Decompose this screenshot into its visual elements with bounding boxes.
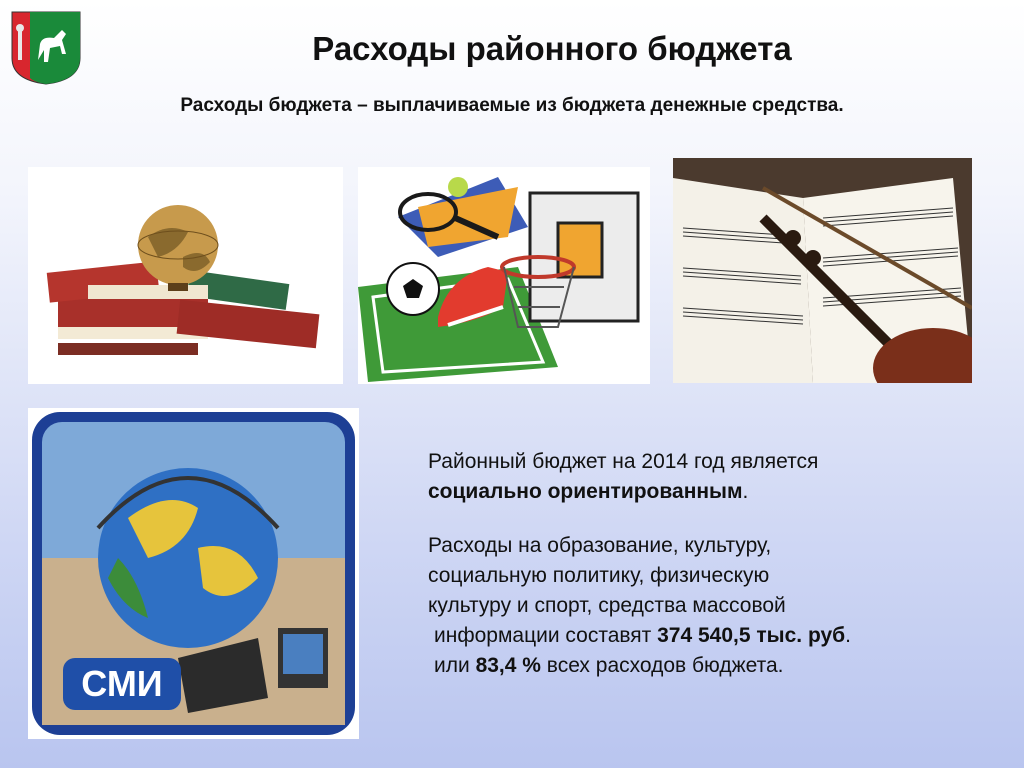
paragraph1-line1: Районный бюджет на 2014 год является: [428, 450, 819, 473]
paragraph2-line4-post: .: [845, 624, 851, 647]
paragraph-social: [428, 447, 988, 507]
paragraph2-line1: Расходы на образование, культуру,: [428, 534, 772, 557]
paragraph2-line5-pre: или: [434, 654, 476, 677]
media-badge-label: СМИ: [81, 663, 163, 704]
expense-amount: 374 540,5 тыс. руб: [657, 624, 846, 647]
violin-sheet-music-image: [673, 158, 972, 383]
paragraph2-line5: [428, 654, 784, 677]
page-title: Расходы районного бюджета: [312, 30, 792, 67]
paragraph-expenses: [428, 531, 988, 681]
paragraph2-line5-post: всех расходов бюджета.: [540, 654, 784, 677]
paragraph1-bold: социально ориентированным: [428, 480, 743, 503]
sport-equipment-image: [358, 167, 650, 384]
media-globe-image: [28, 408, 359, 739]
paragraph2-line2: социальную политику, физическую: [428, 564, 770, 587]
paragraph1-end: .: [742, 480, 749, 503]
page-subtitle: Расходы бюджета – выплачиваемые из бюджета денежные средства.: [180, 95, 844, 116]
expense-percent: 83,4 %: [475, 654, 541, 677]
books-globe-image: [28, 167, 343, 384]
paragraph2-line4-pre: информации составят: [434, 624, 658, 647]
paragraph2-line4: [428, 624, 851, 647]
paragraph2-line3: культуру и спорт, средства массовой: [428, 594, 786, 617]
budget-description: [428, 447, 988, 681]
